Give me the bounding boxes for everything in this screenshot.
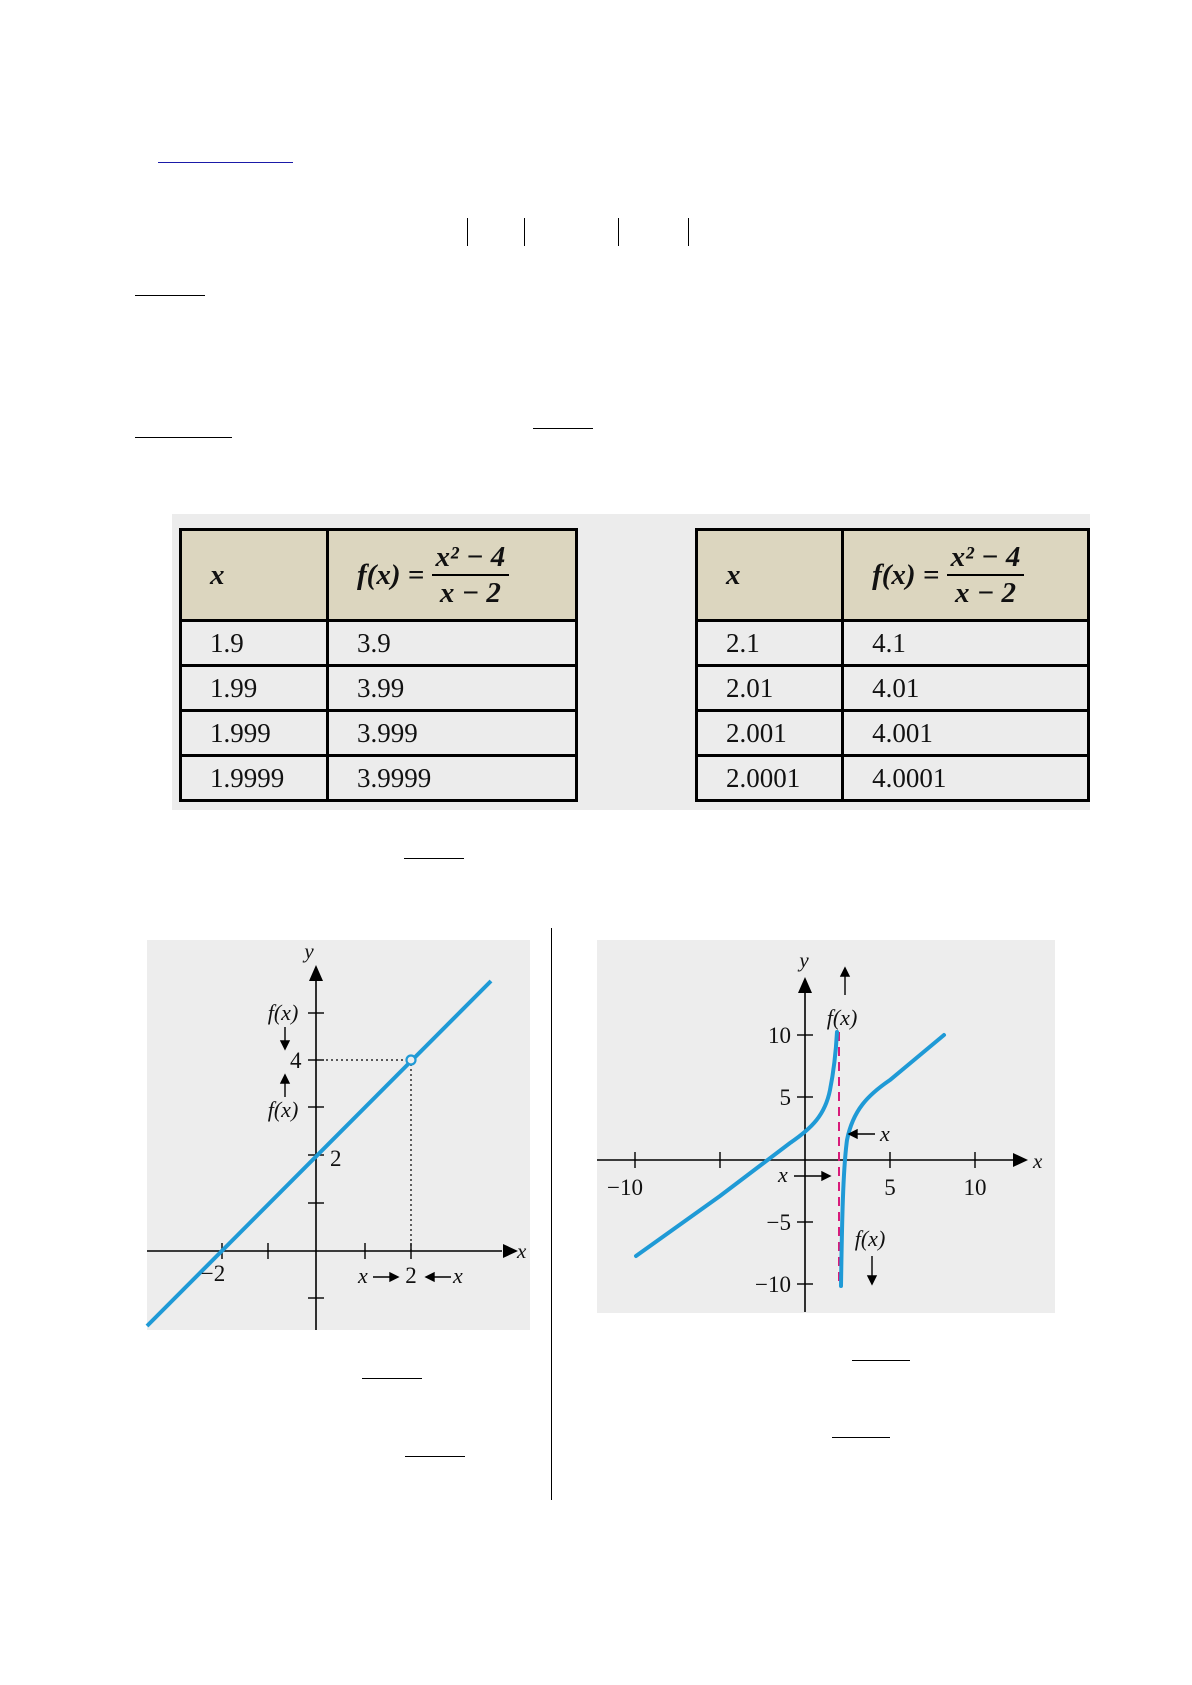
cell-fx: 3.99	[328, 666, 577, 711]
header-fx-numerator: x² − 4	[432, 542, 510, 576]
x-axis-arrow-icon	[1013, 1153, 1028, 1167]
header-x: x	[697, 530, 843, 621]
header-fx-denominator: x − 2	[954, 577, 1017, 609]
cell-fx: 3.9999	[328, 756, 577, 801]
cell-fx: 3.9	[328, 621, 577, 666]
y-tick-label: −5	[766, 1210, 791, 1235]
annotation-x-right: x	[453, 1263, 463, 1288]
cell-x: 1.9	[181, 621, 328, 666]
y-tick-label: 10	[768, 1023, 791, 1048]
annotation-x-right: x	[880, 1121, 890, 1146]
y-axis-label: y	[799, 948, 809, 972]
header-x: x	[181, 530, 328, 621]
cell-x: 1.9999	[181, 756, 328, 801]
header-fx-lhs: f(x) =	[357, 558, 425, 591]
y-axis-label: y	[304, 939, 314, 963]
annotation-x-left: x	[358, 1263, 368, 1288]
tick-label-y2: 2	[330, 1146, 342, 1171]
y-axis-arrow-icon	[798, 977, 812, 993]
annotation-fx-top: f(x)	[267, 1000, 299, 1025]
x-tick-label: 5	[884, 1175, 896, 1200]
cell-x: 2.01	[697, 666, 843, 711]
y-tick-label: −10	[755, 1272, 791, 1297]
tick-label-neg2: −2	[200, 1261, 226, 1286]
cell-x: 2.1	[697, 621, 843, 666]
x-axis-label: x	[517, 1239, 527, 1263]
y-tick-label: 5	[779, 1085, 791, 1110]
x-axis-label: x	[1033, 1149, 1043, 1173]
cell-fx: 4.001	[843, 711, 1089, 756]
annotation-x-left: x	[778, 1162, 788, 1187]
x-tick-label: −10	[607, 1175, 643, 1200]
cell-x: 1.999	[181, 711, 328, 756]
annotation-fx-bottom: f(x)	[854, 1226, 886, 1251]
cell-x: 2.001	[697, 711, 843, 756]
x-tick-label: 10	[963, 1175, 987, 1200]
cell-fx: 3.999	[328, 711, 577, 756]
cell-x: 1.99	[181, 666, 328, 711]
header-fx-numerator: x² − 4	[947, 542, 1025, 576]
annotation-fx-bottom: f(x)	[267, 1097, 299, 1122]
tick-label-x2: 2	[405, 1263, 417, 1288]
cell-fx: 4.1	[843, 621, 1089, 666]
cell-x: 2.0001	[697, 756, 843, 801]
header-fx-denominator: x − 2	[439, 577, 501, 609]
cell-fx: 4.01	[843, 666, 1089, 711]
header-fx-lhs: f(x) =	[872, 558, 940, 591]
cell-fx: 4.0001	[843, 756, 1089, 801]
annotation-fx-top: f(x)	[826, 1005, 858, 1030]
tick-label-y4: 4	[290, 1048, 302, 1073]
